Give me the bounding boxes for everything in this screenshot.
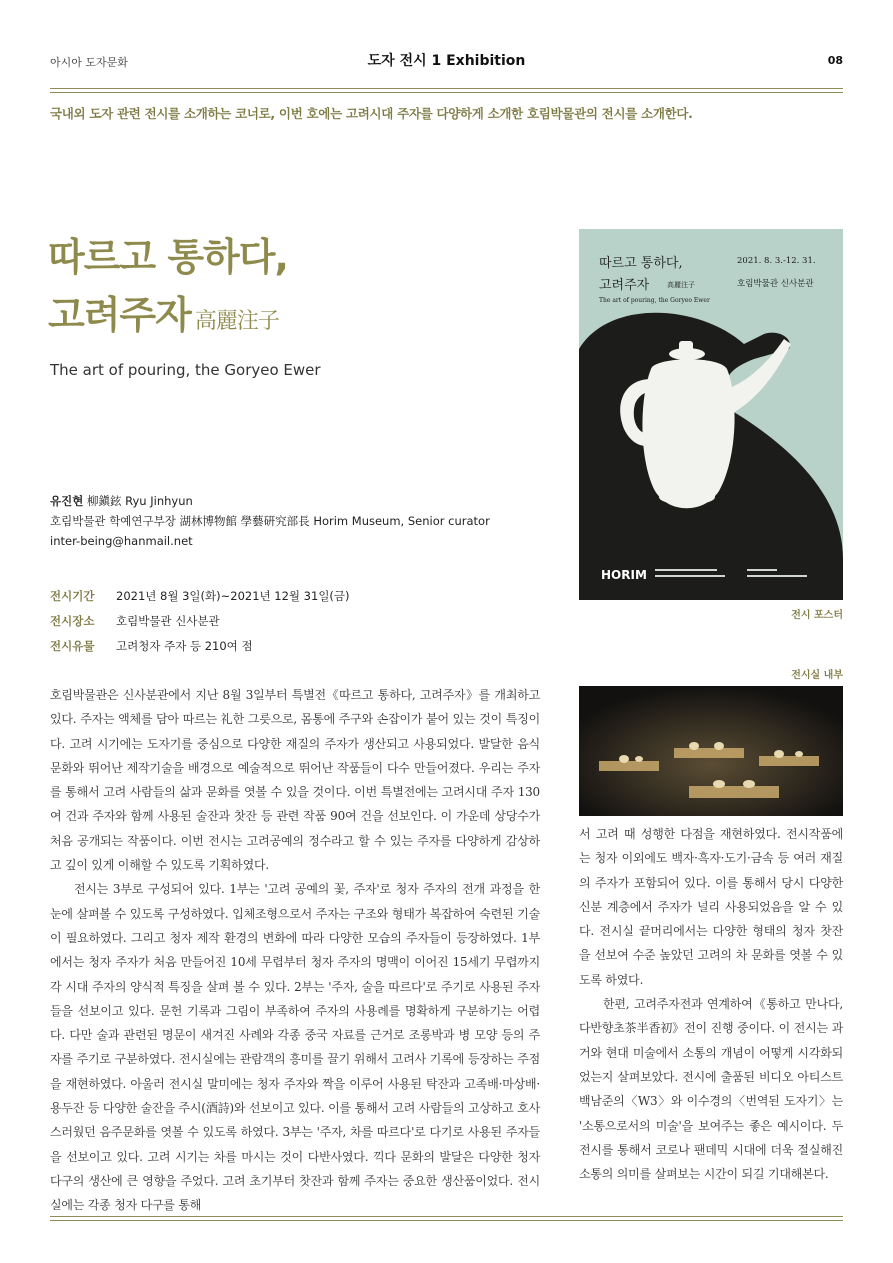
poster-title2: 고려주자 [599,278,650,293]
section-title: 도자 전시 1 Exhibition [367,53,526,69]
author-email[interactable]: inter-being@hanmail.net [50,534,193,548]
poster-date: 2021. 8. 3.-12. 31. [737,256,816,266]
footer-rule-thin [50,1216,843,1217]
article-title-hanja: 高麗注子 [194,309,279,334]
article-title-line2 [48,284,279,339]
info-value: 호림박물관 신사분관 [116,614,220,628]
body-column-right [579,822,843,1186]
author-block [50,491,490,551]
article-subtitle: The art of pouring, the Goryeo Ewer [50,361,321,379]
author-name-line [50,491,490,511]
info-row-period [50,588,350,613]
info-label: 전시기간 [50,589,95,603]
info-value: 고려청자 주자 등 210여 점 [116,639,253,653]
poster-artwork [579,229,843,600]
author-name-rest: 柳鎭鉉 Ryu Jinhyun [83,494,193,508]
header-rule [50,88,843,89]
footer-rule [50,1220,843,1221]
poster-title1: 따르고 통하다, [599,256,683,271]
exhibition-info [50,588,350,663]
gallery-artwork [579,686,843,816]
section-name: 아시아 도자문화 [50,56,128,69]
intro-text: 국내외 도자 관련 전시를 소개하는 코너로, 이번 호에는 고려시대 주자를 다양하게 소개한 호림박물관의 전시를 소개한다. [50,106,693,121]
page-number: 08 [827,54,843,67]
info-row-artifacts [50,638,350,663]
body-paragraph: 서 고려 때 성행한 다점을 재현하였다. 전시작품에는 청자 이외에도 백자·흑자·도기·금속 등 여러 재질의 주자가 포함되어 있다. 이를 통해서 당시 다양한 신분 계층에서 주자가 널리 사용되었음을 알 수 있다. 전시실 끝머리에서는 다양한 형태의 청자 찻잔을 선보여 수준 높았던 고려의 차 문화를 엿볼 수 있도록 하였다. [579,827,843,987]
info-label: 전시장소 [50,614,95,628]
body-paragraph: 전시는 3부로 구성되어 있다. 1부는 '고려 공예의 꽃, 주자'로 청자 주자의 전개 과정을 한 눈에 살펴볼 수 있도록 구성하였다. 입체조형으로서 주자는 구조와 형태가 복잡하여 숙련된 기술이 필요하였다. 그리고 청자 제작 환경의 변화에 따라 다양한 모습의 주자들이 등장하였다. 1부에서는 청자 주자가 처음 만들어진 10세 무렵부터 청자 주자의 명맥이 이어진 15세기 무렵까지 각 시대 주자의 양식적 특징을 살펴 볼 수 있다. 2부는 '주자, 술을 따르다'로 주기로 사용된 주자들을 선보이고 있다. 문헌 기록과 그림이 부족하여 주자의 사용례를 명확하게 구분하기는 어렵다. 다만 술과 관련된 명문이 새겨진 사례와 각종 중국 자료를 근거로 조롱박과 병 모양 등의 주자를 주기로 구분하였다. 전시실에는 관람객의 흥미를 끌기 위해서 고려사 기록에 등장하는 주점을 재현하였다. 아울러 전시실 말미에는 청자 주자와 짝을 이루어 사용된 탁잔과 고족배·마상배·용두잔 등 다양한 술잔을 주시(酒詩)와 선보이고 있다. 이를 통해서 고려 사람들의 고상하고 호사스러웠던 음주문화를 엿볼 수 있도록 하였다. 3부는 '주자, 차를 따르다'로 다기로 사용된 주자들을 선보이고 있다. 고려 시기는 차를 마시는 것이 다반사였다. 끽다 문화의 발달은 다양한 청자 다구의 생산에 큰 영향을 주었다. 고려 초기부터 찻잔과 함께 주자는 중요한 생산품이었다. 전시실에는 각종 청자 다구를 통해 [50,882,540,1213]
article-title-korean: 고려주자 [48,293,191,337]
info-row-venue [50,613,350,638]
info-value: 2021년 8월 3일(화)~2021년 12월 31일(금) [116,589,350,603]
body-paragraph: 호림박물관은 신사분관에서 지난 8월 3일부터 특별전《따르고 통하다, 고려주자》를 개최하고 있다. 주자는 액체를 담아 따르는 礼한 그릇으로, 몸통에 주구와 손잡이가 붙어 있는 것이 특징이다. 고려 시기에는 도자기를 중심으로 다양한 재질의 주자가 생산되고 사용되었다. 발달한 음식문화와 뛰어난 제작기술을 배경으로 예술적으로 뛰어난 작품들이 다수 만들어졌다. 우리는 주자를 통해서 고려 사람들의 삶과 문화를 엿볼 수 있을 것이다. 이번 특별전에는 고려시대 주자 130여 건과 주자와 함께 사용된 술잔과 찻잔 등 관련 작품 90여 건을 선보인다. 이 가운데 상당수가 처음 공개되는 작품이다. 이번 전시는 고려공예의 정수라고 할 수 있는 주자를 다양하게 감상하고 깊이 있게 이해할 수 있도록 기획하였다. [50,688,540,873]
photo-caption: 전시실 내부 [791,670,843,681]
author-affiliation: 호림박물관 학예연구부장 湖林博物館 學藝硏究部長 Horim Museum, Senior curator [50,514,490,528]
poster-caption: 전시 포스터 [791,610,843,621]
poster-venue: 호림박물관 신사분관 [737,279,814,289]
poster-subtitle: The art of pouring, the Goryeo Ewer [599,297,710,304]
gallery-photo [579,686,843,816]
author-name: 유진현 [50,494,84,508]
body-column-left [50,683,540,1218]
article-title-line1: 따르고 통하다, [48,235,288,279]
header-rule-thin [50,92,843,93]
info-label: 전시유물 [50,639,95,653]
poster-title2-hanja: 高麗注子 [667,281,695,289]
poster-logo: HORIM [601,568,647,582]
body-paragraph: 한편, 고려주자전과 연계하여《통하고 만나다, 다반향초茶半香初》전이 진행 중이다. 이 전시는 과거와 현대 미술에서 소통의 개념이 어떻게 시각화되었는지 살펴보았다. 전시에 출품된 비디오 아티스트 백남준의〈W3〉와 이수경의〈번역된 도자기〉는 '소통으로서의 미술'을 보여주는 좋은 예시이다. 두 전시를 통해서 코로나 팬데믹 시대에 더욱 절실해진 소통의 의미를 살펴보는 시간이 되길 기대해본다. [579,997,843,1182]
exhibition-poster [579,229,843,600]
